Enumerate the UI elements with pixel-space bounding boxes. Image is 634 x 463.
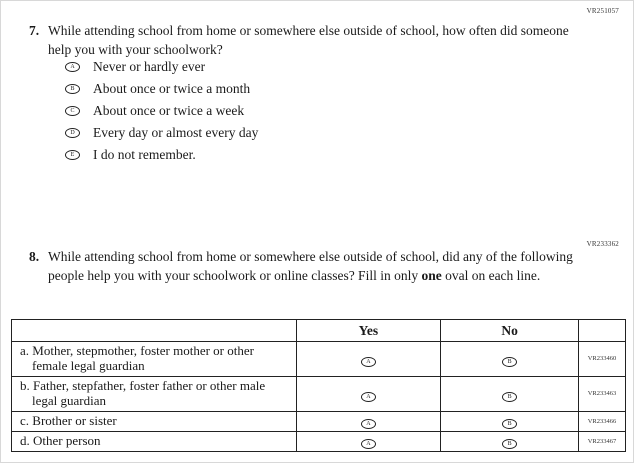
row-label: a. Mother, stepmother, foster mother or other female legal guardian: [20, 343, 254, 373]
question-8-text: [48, 248, 601, 285]
yes-cell: [296, 431, 441, 451]
row-label: b. Father, stepfather, foster father or other male legal guardian: [20, 377, 266, 408]
oval-letter: A: [366, 441, 371, 448]
no-cell: [441, 431, 579, 451]
answer-option-never[interactable]: [65, 60, 258, 73]
option-label: About once or twice a month: [93, 80, 251, 96]
table-row-other-person: [12, 431, 626, 451]
response-oval[interactable]: [65, 62, 80, 72]
row-code: VR233467: [579, 431, 626, 451]
yes-cell: [296, 376, 441, 411]
response-oval[interactable]: [65, 128, 80, 138]
answer-option-once-week[interactable]: [65, 104, 258, 117]
form-code-top: VR251057: [586, 7, 619, 15]
no-oval[interactable]: [502, 439, 517, 449]
yes-oval[interactable]: [361, 357, 376, 367]
answer-option-every-day[interactable]: [65, 126, 258, 139]
option-label: Every day or almost every day: [93, 124, 259, 140]
no-oval[interactable]: [502, 419, 517, 429]
oval-letter: B: [507, 393, 512, 400]
oval-letter: B: [507, 421, 512, 428]
row-code: VR233466: [579, 411, 626, 431]
question-8-text-part2: oval on each line.: [441, 267, 541, 283]
question-8-text-part1: While attending school from home or somewhere else outside of school, did any of the following people help you with your schoolwork or online classes? Fill in only: [48, 249, 573, 283]
question-7: [29, 22, 591, 59]
header-blank: [12, 320, 297, 342]
option-label: About once or twice a week: [93, 102, 245, 118]
oval-letter: B: [507, 441, 512, 448]
option-label: I do not remember.: [93, 146, 196, 162]
row-code: VR233460: [579, 342, 626, 377]
question-7-number: 7.: [29, 23, 40, 38]
yes-oval[interactable]: [361, 419, 376, 429]
row-label-cell: [12, 376, 297, 411]
oval-letter: C: [70, 107, 75, 114]
question-7-options: [65, 60, 258, 170]
yes-cell: [296, 411, 441, 431]
no-cell: [441, 411, 579, 431]
header-yes: Yes: [296, 320, 441, 342]
no-oval[interactable]: [502, 357, 517, 367]
table-row-father: [12, 376, 626, 411]
yes-oval[interactable]: [361, 392, 376, 402]
question-8-table: [11, 319, 626, 452]
header-code-blank: [579, 320, 626, 342]
oval-letter: B: [70, 85, 75, 92]
oval-letter: A: [366, 421, 371, 428]
no-cell: [441, 342, 579, 377]
no-cell: [441, 376, 579, 411]
oval-letter: D: [70, 129, 75, 136]
option-label: Never or hardly ever: [93, 58, 206, 74]
yes-oval[interactable]: [361, 439, 376, 449]
answer-option-once-month[interactable]: [65, 82, 258, 95]
oval-letter: B: [507, 358, 512, 365]
table-header-row: [12, 320, 626, 342]
oval-letter: A: [70, 63, 75, 70]
table-row-mother: [12, 342, 626, 377]
row-code: VR233463: [579, 376, 626, 411]
response-oval[interactable]: [65, 84, 80, 94]
row-label-cell: [12, 411, 297, 431]
question-8-text-bold: one: [421, 267, 442, 283]
no-oval[interactable]: [502, 392, 517, 402]
yes-cell: [296, 342, 441, 377]
question-7-text: While attending school from home or somewhere else outside of school, how often did someone help you with your schoolwork?: [48, 23, 569, 57]
question-8-number: 8.: [29, 249, 40, 264]
answer-option-do-not-remember[interactable]: [65, 148, 258, 161]
response-oval[interactable]: [65, 150, 80, 160]
row-label: d. Other person: [20, 432, 101, 448]
row-label-cell: [12, 431, 297, 451]
oval-letter: A: [366, 358, 371, 365]
header-no: No: [441, 320, 579, 342]
oval-letter: E: [70, 151, 75, 158]
response-oval[interactable]: [65, 106, 80, 116]
oval-letter: A: [366, 393, 371, 400]
table-row-brother-sister: [12, 411, 626, 431]
form-code-q8: VR233362: [586, 240, 619, 248]
row-label-cell: [12, 342, 297, 377]
question-8: [29, 248, 601, 285]
row-label: c. Brother or sister: [20, 412, 117, 428]
